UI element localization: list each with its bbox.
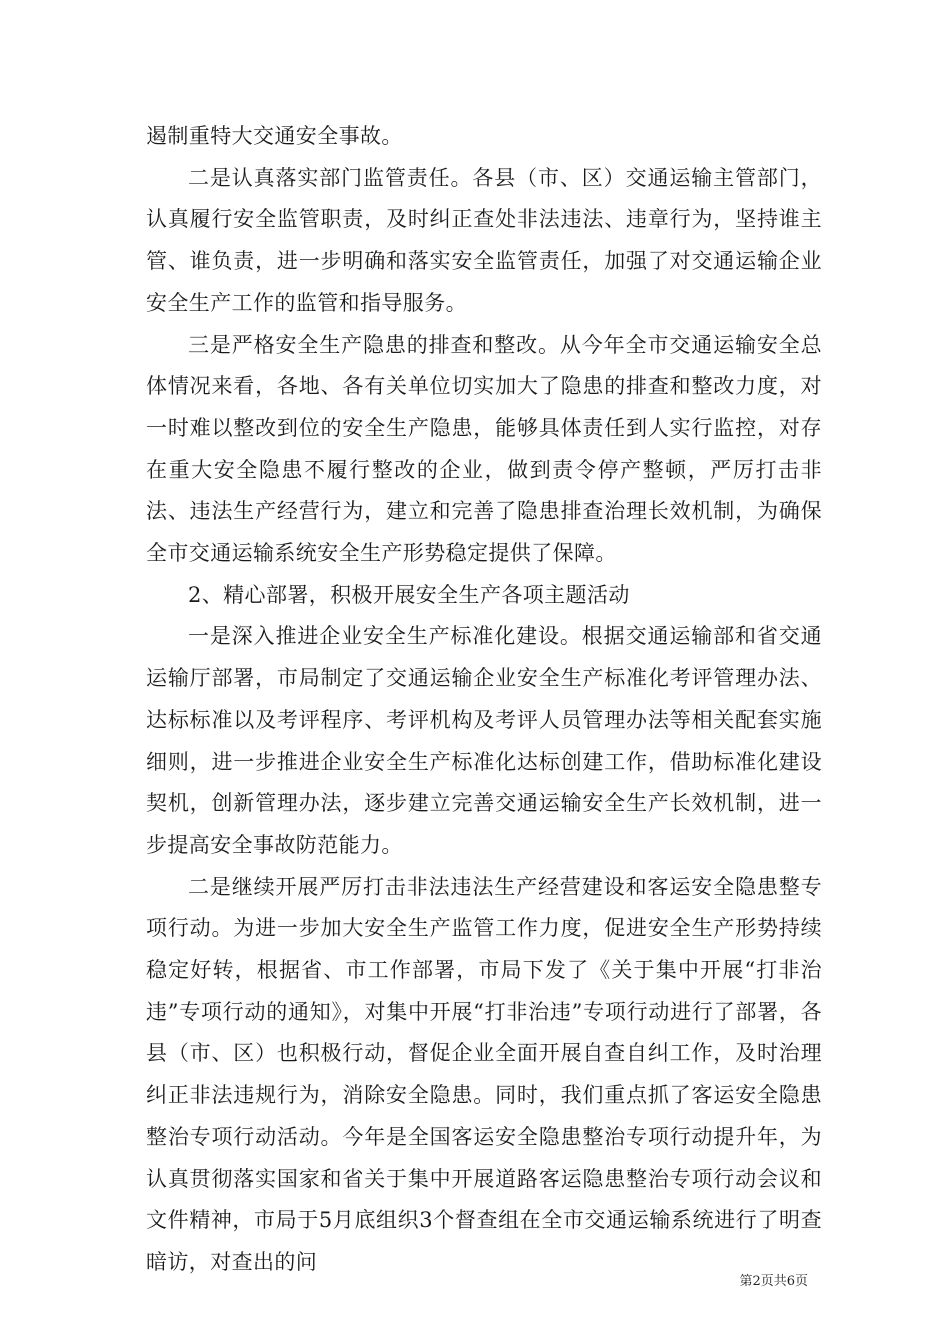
paragraph-special-action: 二是继续开展严厉打击非法违法生产经营建设和客运安全隐患整专项行动。为进一步加大安全生产监管工作力度，促进安全生产形势持续稳定好转，根据省、市工作部署，市局下发了《关于集中开展“打非治违”专项行动的通知》，对集中开展“打非治违”专项行动进行了部署，各县（市、区）也积极行动，督促企业全面开展自查自纠工作，及时治理纠正非法违规行为，消除安全隐患。同时，我们重点抓了客运安全隐患整治专项行动活动。今年是全国客运安全隐患整治专项行动提升年，为认真贯彻落实国家和省关于集中开展道路客运隐患整治专项行动会议和文件精神，市局于5月底组织3个督查组在全市交通运输系统进行了明查暗访，对查出的问: [146, 874, 822, 1274]
paragraph-department-supervision: 二是认真落实部门监管责任。各县（市、区）交通运输主管部门，认真履行安全监管职责，及时纠正查处非法违法、违章行为，坚持谁主管、谁负责，进一步明确和落实安全监管责任，加强了对交通运输企业安全生产工作的监管和指导服务。: [146, 165, 822, 315]
paragraph-hazard-inspection: 三是严格安全生产隐患的排查和整改。从今年全市交通运输安全总体情况来看，各地、各有关单位切实加大了隐患的排查和整改力度，对一时难以整改到位的安全生产隐患，能够具体责任到人实行监控，对存在重大安全隐患不履行整改的企业，做到责令停产整顿，严厉打击非法、违法生产经营行为，建立和完善了隐患排查治理长效机制，为确保全市交通运输系统安全生产形势稳定提供了保障。: [146, 332, 822, 566]
section-heading-themed-activities: 2、精心部署，积极开展安全生产各项主题活动: [188, 582, 630, 607]
page-number-footer: 第2页共6页: [739, 1274, 808, 1289]
paragraph-continuation: 遏制重特大交通安全事故。: [146, 124, 403, 148]
document-body: [146, 116, 822, 1284]
paragraph-standardization: 一是深入推进企业安全生产标准化建设。根据交通运输部和省交通运输厅部署，市局制定了交通运输企业安全生产标准化考评管理办法、达标标准以及考评程序、考评机构及考评人员管理办法等相关配套实施细则，进一步推进企业安全生产标准化达标创建工作，借助标准化建设契机，创新管理办法，逐步建立完善交通运输安全生产长效机制，进一步提高安全事故防范能力。: [146, 624, 822, 857]
